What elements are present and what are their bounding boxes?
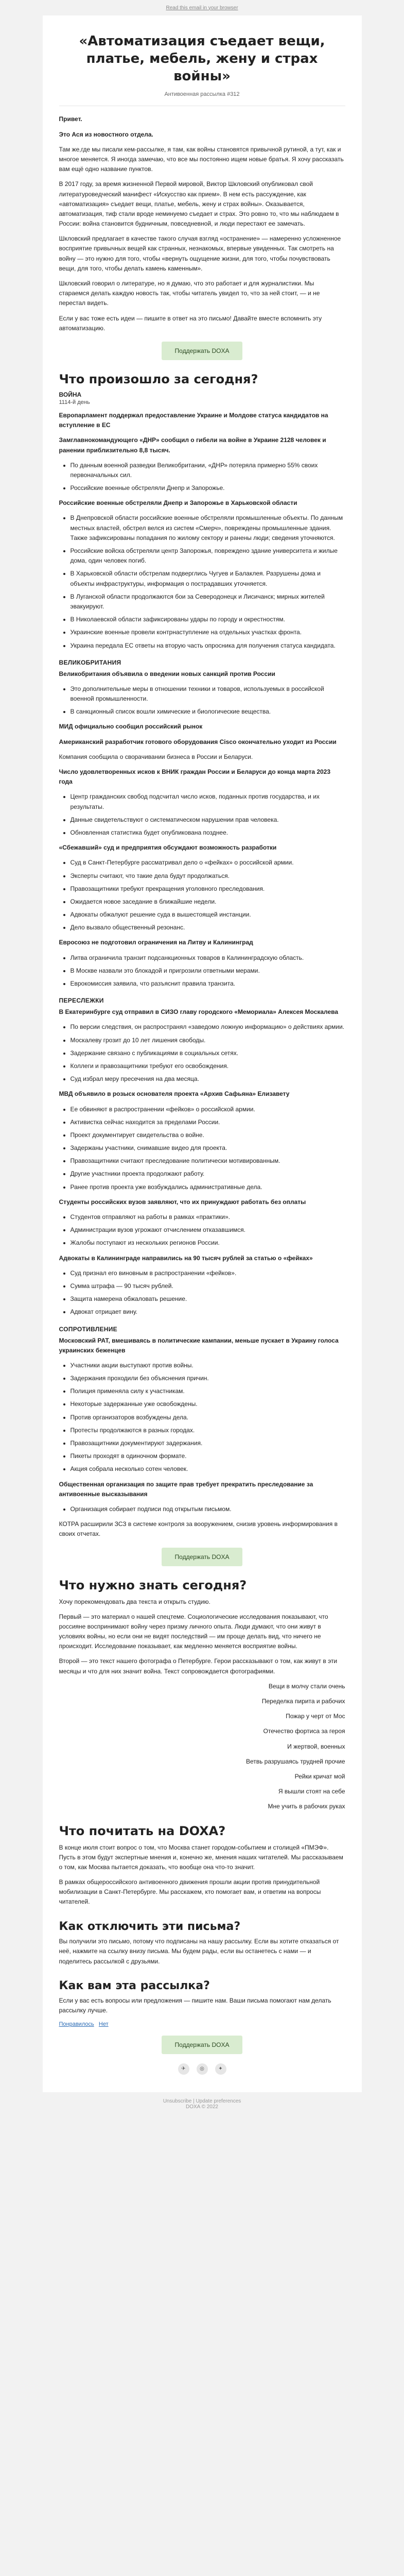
list-item: • Украинские военные провели контрнаступление на отдельных участках фронта.	[71, 628, 345, 637]
newsletter-sheet	[43, 15, 362, 2092]
poem-line: Я вышли стоят на себе	[278, 1788, 345, 1795]
poem-line: И жертвой, военных	[287, 1742, 345, 1750]
poem-line: Отечество фортиса за героя	[263, 1727, 345, 1735]
section-paragraph: В конце июля стоит вопрос о том, что Москва станет городом-событием и столицей «ПМЭФ». Пусть в этом будут экспертные мнения и, конечно же, мнения наших читателей. Мы рассказываем о том, как Москва пытается доказать, что вообще она что-то значит.	[59, 1843, 343, 1871]
list-item: • Ее обвиняют в распространении «фейков» о российской армии.	[71, 1105, 345, 1114]
telegram-icon[interactable]: ✈	[178, 2063, 189, 2075]
section-paragraph: Хочу порекомендовать два текста и открыть студию.	[59, 1598, 210, 1605]
poem-line: Вещи в молчу стали очень	[268, 1682, 345, 1690]
news-text: КОТРА расширили ЗСЗ в системе контроля за вооружением, снизив уровень информирования в своих отчетах.	[59, 1520, 338, 1538]
news-headline: МИД официально сообщил российский рынок	[59, 723, 203, 731]
news-list	[59, 1105, 345, 1192]
day-label: ВОЙНА	[59, 391, 82, 398]
list-item: • Эксперты считают, что такие дела будут продолжаться.	[71, 871, 345, 881]
section-title: Что нужно знать сегодня?	[59, 1578, 247, 1592]
list-item: • Сумма штрафа — 90 тысяч рублей.	[71, 1281, 345, 1291]
section-title: Что почитать на DOXA?	[59, 1823, 226, 1838]
greeting: Привет.	[59, 115, 82, 123]
news-list	[59, 513, 345, 650]
news-list	[59, 1212, 345, 1248]
news-headline: Общественная организация по защите прав требует прекратить преследование за антивоенные высказывания	[59, 1480, 313, 1498]
intro-paragraph: В 2017 году, за время жизненной Первой мировой, Виктор Шкловский опубликовал свой литературоведческий манифест «Искусство как прием». В нем есть рассуждение, как «автоматизация» съедает вещи, платье, мебель, жену и страх войны». Оказывается, автоматизация, тиф стали вроде неминуемо съедает и страх. Это ровно то, что мы наблюдаем в России: война становится будничным, повседневной, и люди перестают ее замечать.	[59, 180, 339, 228]
support-button[interactable]: Поддержать DOXA	[162, 2036, 243, 2054]
list-item: • В Харьковской области обстрелам подверглись Чугуев и Балаклея. Разрушены дома и объекты инфраструктуры, информация о пострадавших уточняется.	[71, 569, 345, 588]
news-text: Компания сообщила о сворачивании бизнеса в России и Беларуси.	[59, 753, 253, 760]
list-item: • Задержания проходили без объяснения причин.	[71, 1374, 345, 1383]
list-item: • Москалеву грозит до 10 лет лишения свободы.	[71, 1036, 345, 1045]
greeting-author: Это Ася из новостного отдела.	[59, 130, 153, 138]
news-list	[59, 684, 345, 717]
news-headline: Евросоюз не подготовил ограничения на Литву и Калининград	[59, 939, 253, 946]
list-item: • Жалобы поступают из нескольких регионов России.	[71, 1238, 345, 1248]
list-item: • В Николаевской области зафиксированы удары по городу и окрестностям.	[71, 615, 345, 624]
list-item: • Адвокаты обжалуют решение суда в вышестоящей инстанции.	[71, 910, 345, 920]
list-item: • В санкционный список вошли химические и биологические вещества.	[71, 707, 345, 717]
poem-line: Пожар у черт от Мос	[286, 1713, 345, 1720]
list-item: • Данные свидетельствуют о систематическом нарушении прав человека.	[71, 815, 345, 825]
news-list	[59, 1022, 345, 1084]
poem-line: Ветвь разрушаясь трудней прочие	[245, 1757, 345, 1765]
news-list	[59, 953, 345, 989]
news-list	[59, 461, 345, 494]
list-item: • Протесты продолжаются в разных городах.	[71, 1426, 345, 1435]
list-item: • Суд избрал меру пресечения на два месяца.	[71, 1074, 345, 1084]
list-item: • Задержание связано с публикациями в социальных сетях.	[71, 1048, 345, 1058]
poem-list	[59, 1682, 345, 1812]
news-headline: Великобритания объявила о введении новых санкций против России	[59, 670, 275, 677]
list-item: • Некоторые задержанные уже освобождены.	[71, 1399, 345, 1409]
list-item: • Коллеги и правозащитники требуют его освобождения.	[71, 1061, 345, 1071]
subsection-title: ПЕРЕСЛЕЖКИ	[59, 997, 104, 1005]
news-headline: Американский разработчик готового оборудования Cisco окончательно уходит из России	[59, 738, 337, 745]
list-item: • По данным военной разведки Великобритании, «ДНР» потеряла примерно 55% своих первоначальных сил.	[71, 461, 345, 480]
section-paragraph: В рамках общероссийского антивоенного движения прошли акции против принудительной мобилизации в Санкт-Петербурге. Мы расскажем, кто помогает вам, и ответим на вопросы читателей.	[59, 1878, 321, 1906]
news-list	[59, 1361, 345, 1475]
list-item: • Полиция применяла силу к участникам.	[71, 1386, 345, 1396]
browser-link[interactable]: Read this email in your browser	[166, 5, 238, 11]
news-list	[59, 858, 345, 933]
subsection-title: ВЕЛИКОБРИТАНИЯ	[59, 658, 121, 666]
news-headline: Замглавнокомандующего «ДНР» сообщил о гибели на войне в Украине 2128 человек и ранении приблизительно 8,8 тысяч.	[59, 436, 326, 454]
list-item: • Пикеты проходят в одиночном формате.	[71, 1451, 345, 1461]
poem-line: Переделка пирита и рабочих	[261, 1698, 345, 1705]
list-item: • Обновленная статистика будет опубликована позднее.	[71, 828, 345, 838]
list-item: • Ранее против проекта уже возбуждались административные дела.	[71, 1182, 345, 1192]
list-item: • Российские войска обстреляли центр Запорожья, повреждено здание университета и жилые дома, один человек погиб.	[71, 546, 345, 566]
list-item: • Студентов отправляют на работы в рамках «практики».	[71, 1212, 345, 1222]
support-button[interactable]: Поддержать DOXA	[162, 1548, 243, 1566]
section-title: Как отключить эти письма?	[59, 1920, 241, 1933]
feedback-like-link[interactable]: Понравилось	[59, 2021, 94, 2027]
section-paragraph: Второй — это текст нашего фотографа о Петербурге. Герои рассказывают о том, как живут в эти месяцы и что для них значит война. Текст сопровождается фотографиями.	[59, 1657, 338, 1675]
news-headline: Российские военные обстреляли Днепр и Запорожье в Харьковской области	[59, 499, 297, 507]
twitter-icon[interactable]: ✦	[215, 2063, 226, 2075]
intro-paragraph: Если у вас тоже есть идеи — пишите в ответ на это письмо! Давайте вместе вспомнить эту автоматизацию.	[59, 314, 322, 332]
news-headline: «Сбежавший» суд и предприятия обсуждают возможность разработки	[59, 844, 277, 852]
list-item: • Литва ограничила транзит подсанкционных товаров в Калининградскую область.	[71, 953, 345, 963]
list-item: • Правозащитники документируют задержания.	[71, 1438, 345, 1448]
list-item: • Правозащитники считают преследование политически мотивированным.	[71, 1156, 345, 1166]
list-item: • Суд признал его виновным в распространении «фейков».	[71, 1268, 345, 1278]
list-item: • Администрации вузов угрожают отчислением отказавшимся.	[71, 1225, 345, 1235]
list-item: • В Днепровской области российские военные обстреляли промышленные объекты. По данным местных властей, обстрел велся из систем «Смерч», повреждены промышленные здания. Также зафиксированы попадания по жилому сектору и ранены люди; сведения уточняются.	[71, 513, 345, 543]
list-item: • Против организаторов возбуждены дела.	[71, 1413, 345, 1422]
list-item: • Активистка сейчас находится за пределами России.	[71, 1117, 345, 1127]
subsection-title: СОПРОТИВЛЕНИЕ	[59, 1325, 117, 1333]
list-item: • Это дополнительные меры в отношении техники и товаров, используемых в российской военной промышленности.	[71, 684, 345, 704]
footer	[0, 2092, 404, 2125]
list-item: • В Луганской области продолжаются бои за Северодонецк и Лисичанск; мирных жителей эвакуируют.	[71, 592, 345, 612]
news-list	[59, 792, 345, 838]
footer-copyright: DOXA © 2022	[186, 2104, 218, 2110]
list-item: • Адвокат отрицает вину.	[71, 1307, 345, 1317]
list-item: • Задержаны участники, снимавшие видео для проекта.	[71, 1143, 345, 1153]
list-item: • По версии следствия, он распространял «заведомо ложную информацию» о действиях армии.	[71, 1022, 345, 1032]
news-headline: Адвокаты в Калининграде направились на 90 тысяч рублей за статью о «фейках»	[59, 1254, 313, 1262]
intro-paragraph: Там же,где мы писали кем-рассылке, я там, как войны становятся привычной рутиной, а тут, как и многое меняется. Я иногда замечаю, что все мы постоянно ищем новые братья. Я хочу рассказать вам ещё одно название пунктов.	[59, 145, 344, 173]
list-item: • Правозащитники требуют прекращения уголовного преследования.	[71, 884, 345, 894]
news-headline: В Екатеринбурге суд отправил в СИЗО главу городского «Мемориала» Алексея Москалева	[59, 1008, 339, 1016]
list-item: • Защита намерена обжаловать решение.	[71, 1294, 345, 1304]
newsletter-subtitle: Антивоенная рассылка #312	[164, 91, 240, 98]
news-headline: МВД объявило в розыск основателя проекта «Архив Сафьяна» Елизавету	[59, 1090, 290, 1098]
news-headline: Московский РАТ, вмешиваясь в политические кампании, меньше пускает в Украину голоса украинских беженцев	[59, 1336, 339, 1354]
intro-paragraph: Шкловский предлагает в качестве такого случая взгляд «остранение» — намеренно усложненное восприятие привычных вещей как странных, незнакомых, впервые увиденных. Так смотреть на войну — это нужно для того, чтобы «вернуть ощущение жизни, для того, чтобы почувствовать вещи, для того, чтобы делать камень каменным».	[59, 235, 341, 272]
news-headline: Европарламент поддержал предоставление Украине и Молдове статуса кандидатов на вступление в ЕС	[59, 411, 328, 429]
social-links	[59, 2063, 345, 2075]
list-item: • Украина передала ЕС ответы на вторую часть опросника для получения статуса кандидата.	[71, 641, 345, 651]
list-item: • Ожидается новое заседание в ближайшие недели.	[71, 897, 345, 907]
list-item: • Проект документирует свидетельства о войне.	[71, 1130, 345, 1140]
feedback-dislike-link[interactable]: Нет	[98, 2021, 109, 2027]
section-paragraph: Если у вас есть вопросы или предложения — пишите нам. Ваши письма помогают нам делать рассылку лучше.	[59, 1997, 331, 2014]
topbar	[0, 0, 404, 15]
list-item: • В Москве назвали это блокадой и пригрозили ответными мерами.	[71, 966, 345, 976]
list-item: • Центр гражданских свобод подсчитал число исков, поданных против государства, и их результаты.	[71, 792, 345, 811]
footer-links[interactable]: Unsubscribe | Update preferences	[163, 2098, 241, 2104]
news-headline: Студенты российских вузов заявляют, что их принуждают работать без оплаты	[59, 1198, 306, 1206]
feedback-row	[59, 2021, 345, 2027]
poem-line: Рейки кричат мой	[294, 1772, 345, 1780]
list-item: • Организация собирает подписи под открытым письмом.	[71, 1504, 345, 1514]
list-item: • Российские военные обстреляли Днепр и Запорожье.	[71, 483, 345, 493]
day-counter: 1114-й день	[59, 399, 90, 405]
section-paragraph: Первый — это материал о нашей спецтеме. Социологические исследования показывают, что россияне воспринимают войну через призму личного опыта. Люди думают, что они живут в условиях войны, но если они не видят последствий — им проще делать вид, что ничего не происходит. Исследование показывает, как медленно меняется восприятие войны.	[59, 1613, 328, 1650]
instagram-icon[interactable]: ◎	[197, 2063, 208, 2075]
support-button[interactable]: Поддержать DOXA	[162, 342, 243, 360]
news-list	[59, 1504, 345, 1514]
news-list	[59, 1268, 345, 1317]
list-item: • Суд в Санкт-Петербурге рассматривал дело о «фейках» о российской армии.	[71, 858, 345, 868]
list-item: • Акция собрала несколько сотен человек.	[71, 1464, 345, 1474]
section-paragraph: Вы получили это письмо, потому что подписаны на нашу рассылку. Если вы хотите отказаться от неё, нажмите на ссылку внизу письма. Мы будем рады, если вы останетесь с нами — и поделитесь рассылкой с друзьями.	[59, 1938, 339, 1965]
poem-line: Мне учить в рабочих руках	[268, 1803, 345, 1810]
news-headline: Число удовлетворенных исков к ВНИК граждан России и Беларуси до конца марта 2023 года	[59, 768, 331, 786]
section-title: Что произошло за сегодня?	[59, 371, 258, 386]
section-title: Как вам эта рассылка?	[59, 1979, 210, 1992]
list-item: • Участники акции выступают против войны.	[71, 1361, 345, 1370]
list-item: • Другие участники проекта продолжают работу.	[71, 1169, 345, 1179]
intro-paragraph: Шкловский говорил о литературе, но я думаю, что это работает и для журналистики. Мы стараемся делать каждую новость так, чтобы читатель увидел то, что за ней стоит, — и не перестал видеть.	[59, 280, 320, 307]
list-item: • Еврокомиссия заявила, что разъяснит правила транзита.	[71, 979, 345, 989]
newsletter-title: «Автоматизация съедает вещи, платье, мебель, жену и страх войны»	[79, 33, 325, 84]
list-item: • Дело вызвало общественный резонанс.	[71, 923, 345, 933]
